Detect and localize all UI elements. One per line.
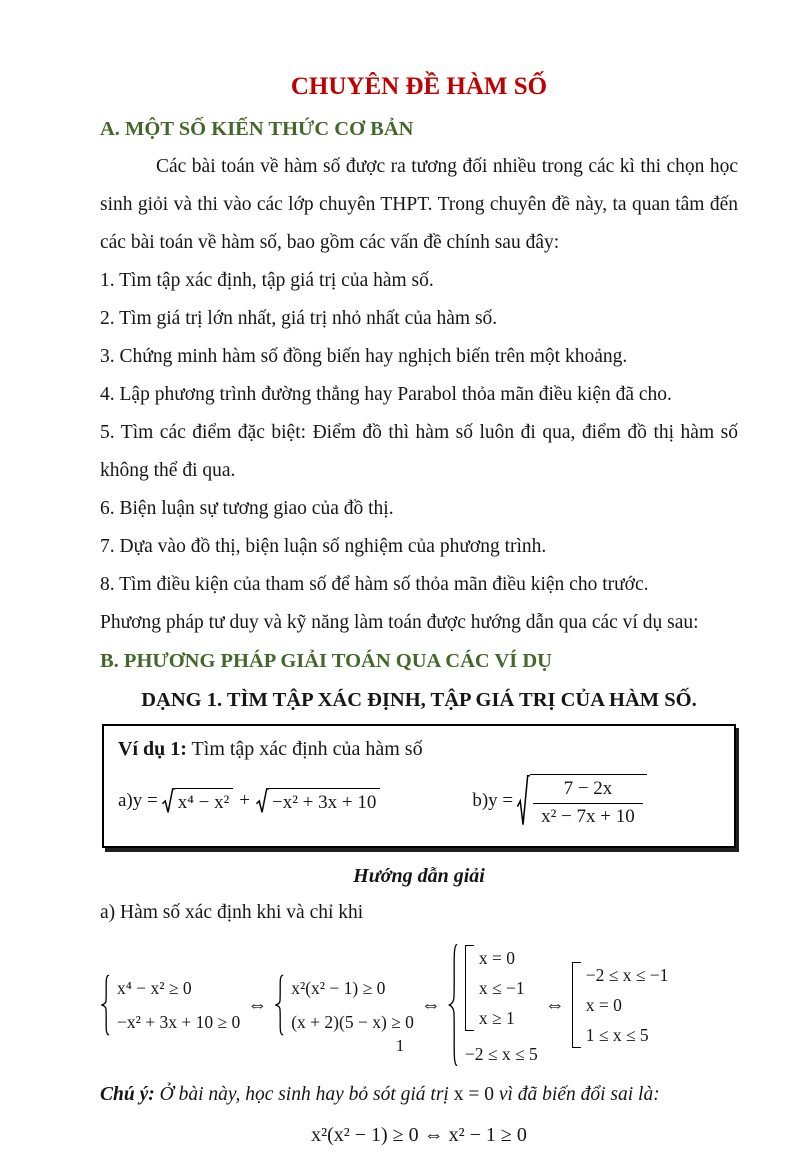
system-group-2 — [274, 974, 414, 1036]
equation-line: x ≤ −1 — [478, 978, 525, 998]
system-group-1 — [100, 974, 240, 1036]
example-label-line — [118, 734, 720, 764]
iff-symbol: ⇔ — [544, 994, 565, 1016]
radical-icon — [162, 788, 175, 814]
equation-line: x = 0 — [478, 948, 515, 968]
note-tail: vì đã biến đổi sai là: — [493, 1084, 660, 1105]
system-lines — [111, 974, 240, 1036]
note-text: Ở bài này, học sinh hay bỏ sót giá trị — [154, 1084, 454, 1105]
bracket-group — [465, 945, 538, 1031]
equation-line: x⁴ − x² ≥ 0 — [117, 978, 192, 998]
section-a-heading: A. MỘT SỐ KIẾN THỨC CƠ BẢN — [100, 118, 414, 140]
equation-line: x = 0 — [585, 995, 622, 1015]
radicand: −x² + 3x + 10 — [269, 788, 380, 814]
note-label: Chú ý: — [100, 1084, 155, 1105]
example-label: Ví dụ 1: — [118, 738, 187, 760]
example-box — [102, 724, 736, 848]
left-bracket-icon — [465, 945, 474, 1031]
solution-part-a-intro: a) Hàm số xác định khi và chỉ khi — [100, 902, 364, 923]
formula-b-prefix: b)y = — [472, 790, 514, 811]
radicand — [530, 774, 647, 828]
left-brace-icon — [100, 974, 111, 1036]
list-item-7: 7. Dựa vào đồ thị, biện luận số nghiệm của phương trình. — [100, 536, 547, 557]
equation-line: x ≥ 1 — [478, 1008, 515, 1028]
sqrt-expression — [162, 788, 234, 814]
plus-sign: + — [239, 790, 250, 811]
list-item-4: 4. Lập phương trình đường thẳng hay Parabol thỏa mãn điều kiện đã cho. — [100, 384, 672, 405]
equation-line: −x² + 3x + 10 ≥ 0 — [117, 1012, 241, 1032]
formula-a-prefix: a)y = — [118, 790, 158, 811]
sqrt-expression — [517, 774, 647, 828]
list-item-3: 3. Chứng minh hàm số đồng biến hay nghịch biến trên một khoảng. — [100, 346, 628, 367]
list-item-2: 2. Tìm giá trị lớn nhất, giá trị nhỏ nhất của hàm số. — [100, 308, 498, 329]
left-brace-icon — [274, 974, 285, 1036]
intro-paragraph: Các bài toán về hàm số được ra tương đối nhiều trong các kì thi chọn học sinh giỏi và thi vào các lớp chuyên THPT. Trong chuyên đề này, ta quan tâm đến các bài toán về hàm số, bao gồm các vấn đề chính sau đây: — [100, 156, 738, 253]
sqrt-expression — [256, 788, 380, 814]
radical-icon — [517, 774, 530, 828]
formula-part-b — [472, 774, 646, 828]
solution-heading: Hướng dẫn giải — [353, 865, 485, 887]
bracket-lines — [474, 945, 525, 1031]
page-number: 1 — [395, 1036, 405, 1055]
note-formula: x²(x² − 1) ≥ 0 ⇔ x² − 1 ≥ 0 — [311, 1124, 527, 1146]
list-item-5: 5. Tìm các điểm đặc biệt: Điểm đồ thì hàm số luôn đi qua, điểm đồ thị hàm số không thể đi qua. — [100, 422, 738, 481]
equation-line: −2 ≤ x ≤ 5 — [464, 1044, 538, 1064]
iff-symbol: ⇔ — [247, 994, 268, 1016]
list-item-6: 6. Biện luận sự tương giao của đồ thị. — [100, 498, 394, 519]
equation-line: −2 ≤ x ≤ −1 — [585, 965, 669, 985]
equation-line: (x + 2)(5 − x) ≥ 0 — [291, 1012, 414, 1032]
note-math: x = 0 — [453, 1084, 494, 1105]
list-item-8: 8. Tìm điều kiện của tham số để hàm số thỏa mãn điều kiện cho trước. — [100, 574, 649, 595]
example-prompt: Tìm tập xác định của hàm số — [186, 738, 423, 760]
fraction-denominator: x² − 7x + 10 — [533, 803, 643, 828]
equation-line: 1 ≤ x ≤ 5 — [585, 1025, 649, 1045]
list-item-1: 1. Tìm tập xác định, tập giá trị của hàm số. — [100, 270, 434, 291]
iff-symbol: ⇔ — [420, 994, 441, 1016]
formula-part-a — [118, 788, 380, 814]
radical-icon — [256, 788, 269, 814]
fraction — [533, 778, 643, 828]
example-formulas — [118, 774, 720, 828]
system-lines — [285, 974, 414, 1036]
dang1-heading: DẠNG 1. TÌM TẬP XÁC ĐỊNH, TẬP GIÁ TRỊ CỦA HÀM SỐ. — [141, 689, 697, 711]
note-line — [100, 1076, 738, 1114]
fraction-numerator: 7 − 2x — [563, 778, 613, 799]
page-title: CHUYÊN ĐỀ HÀM SỐ — [290, 73, 548, 100]
closing-line: Phương pháp tư duy và kỹ năng làm toán được hướng dẫn qua các ví dụ sau: — [100, 612, 699, 633]
radicand: x⁴ − x² — [175, 788, 234, 814]
section-b-heading: B. PHƯƠNG PHÁP GIẢI TOÁN QUA CÁC VÍ DỤ — [100, 650, 552, 672]
equation-line: x²(x² − 1) ≥ 0 — [291, 978, 386, 998]
